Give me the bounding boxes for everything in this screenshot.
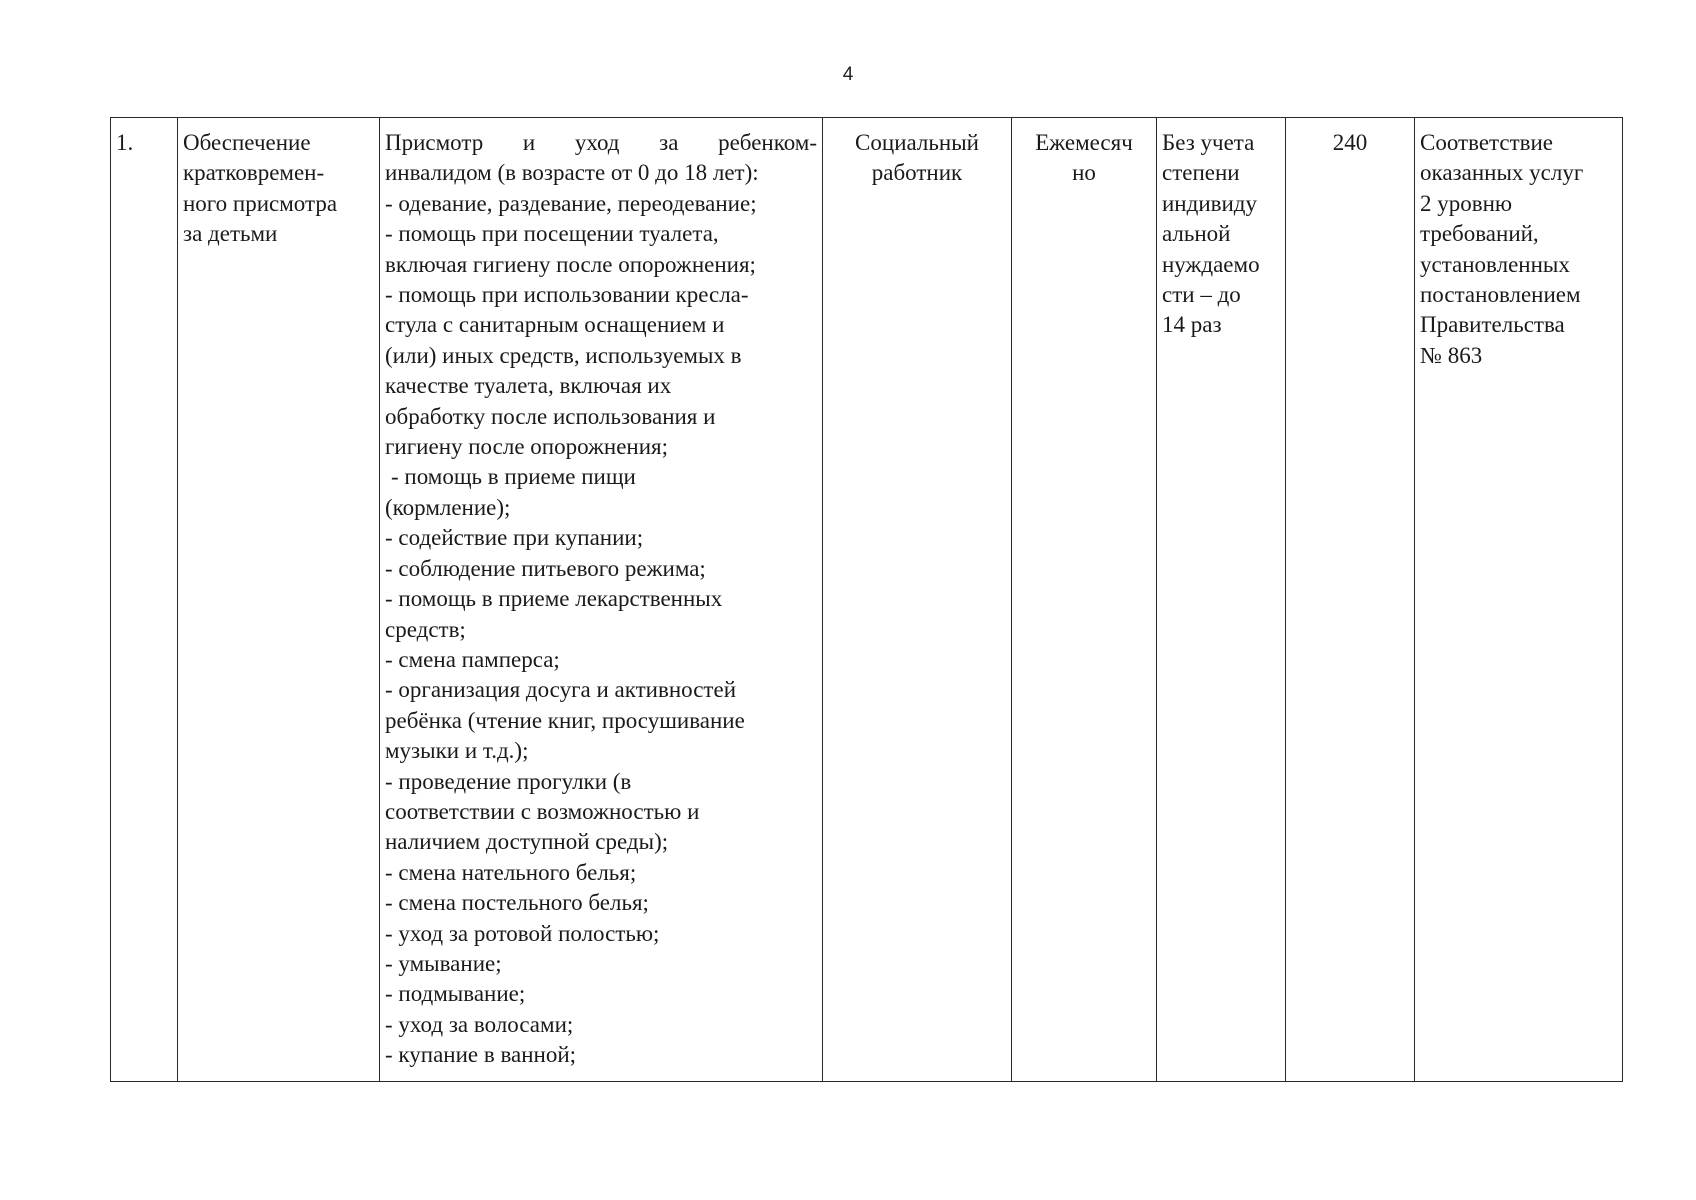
- row-number-cell: [111, 118, 178, 1082]
- volume-cell: [1157, 118, 1286, 1082]
- description-line: (или) иных средств, используемых в: [385, 342, 742, 368]
- description-line: - уход за ротовой полостью;: [385, 920, 660, 946]
- description-line: - одевание, раздевание, переодевание;: [385, 190, 757, 216]
- executor-line: работник: [871, 160, 963, 186]
- description-line: соответствии с возможностью и: [385, 798, 700, 824]
- description-line: наличием доступной среды);: [385, 829, 669, 855]
- description-line: стула с санитарным оснащением и: [385, 312, 725, 338]
- volume-line: 14 раз: [1162, 312, 1222, 338]
- description-line: обработку после использования и: [385, 403, 716, 429]
- service-name-line: ного присмотра: [183, 190, 338, 216]
- criteria-cell: [1415, 118, 1623, 1082]
- quantity-value: 240: [1332, 130, 1368, 155]
- description-line: - смена памперса;: [385, 646, 560, 672]
- volume-line: индивиду: [1162, 190, 1257, 216]
- description-line: - смена нательного белья;: [385, 859, 637, 885]
- description-line: - уход за волосами;: [385, 1011, 574, 1037]
- description-line: - проведение прогулки (в: [385, 768, 632, 794]
- frequency-line: но: [1072, 160, 1096, 186]
- description-line: (кормление);: [385, 494, 511, 520]
- description-line: инвалидом (в возрасте от 0 до 18 лет):: [385, 160, 759, 186]
- volume-line: степени: [1162, 160, 1240, 186]
- description-line: ребёнка (чтение книг, просушивание: [385, 707, 745, 733]
- frequency-line: Ежемесяч: [1035, 130, 1133, 155]
- description-line: - умывание;: [385, 950, 502, 976]
- description-line: - помощь в приеме пищи: [391, 464, 636, 490]
- services-table: [110, 117, 1623, 1082]
- service-name-line: за детьми: [183, 221, 278, 247]
- description-line: - купание в ванной;: [385, 1042, 577, 1068]
- criteria-line: Соответствие: [1420, 130, 1553, 155]
- description-line: - организация досуга и активностей: [385, 677, 736, 703]
- criteria-line: оказанных услуг: [1420, 160, 1584, 186]
- description-line: качестве туалета, включая их: [385, 373, 672, 399]
- description-line: - подмывание;: [385, 981, 526, 1007]
- volume-line: альной: [1162, 221, 1231, 247]
- criteria-line: № 863: [1420, 342, 1483, 368]
- service-name-cell: [178, 118, 380, 1082]
- quantity-cell: [1286, 118, 1415, 1082]
- criteria-line: постановлением: [1420, 282, 1581, 308]
- volume-line: Без учета: [1162, 130, 1255, 155]
- service-description-cell: [380, 118, 823, 1082]
- criteria-line: Правительства: [1420, 312, 1565, 338]
- executor-cell: [823, 118, 1012, 1082]
- service-name-line: кратковремен-: [183, 160, 325, 186]
- description-line: - помощь при посещении туалета,: [385, 221, 719, 247]
- description-line: - помощь в приеме лекарственных: [385, 586, 723, 612]
- description-line: - помощь при использовании кресла-: [385, 282, 749, 308]
- table-row: [111, 118, 1623, 1082]
- row-number: 1.: [116, 130, 134, 155]
- description-line: - смена постельного белья;: [385, 890, 649, 916]
- description-line: - содействие при купании;: [385, 525, 644, 551]
- frequency-cell: [1012, 118, 1157, 1082]
- criteria-line: требований,: [1420, 221, 1539, 247]
- executor-line: Социальный: [855, 130, 979, 155]
- description-line: - соблюдение питьевого режима;: [385, 555, 706, 581]
- page-number: 4: [842, 64, 854, 85]
- description-line: Присмотр и уход за ребенком-: [385, 130, 817, 155]
- criteria-line: 2 уровню: [1420, 190, 1513, 216]
- description-line: включая гигиену после опорожнения;: [385, 251, 756, 277]
- criteria-line: установленных: [1420, 251, 1570, 277]
- description-line: музыки и т.д.);: [385, 738, 529, 764]
- description-line: гигиену после опорожнения;: [385, 434, 669, 460]
- description-line: средств;: [385, 616, 466, 642]
- volume-line: сти – до: [1162, 282, 1241, 308]
- volume-line: нуждаемо: [1162, 251, 1260, 277]
- service-name-line: Обеспечение: [183, 130, 311, 155]
